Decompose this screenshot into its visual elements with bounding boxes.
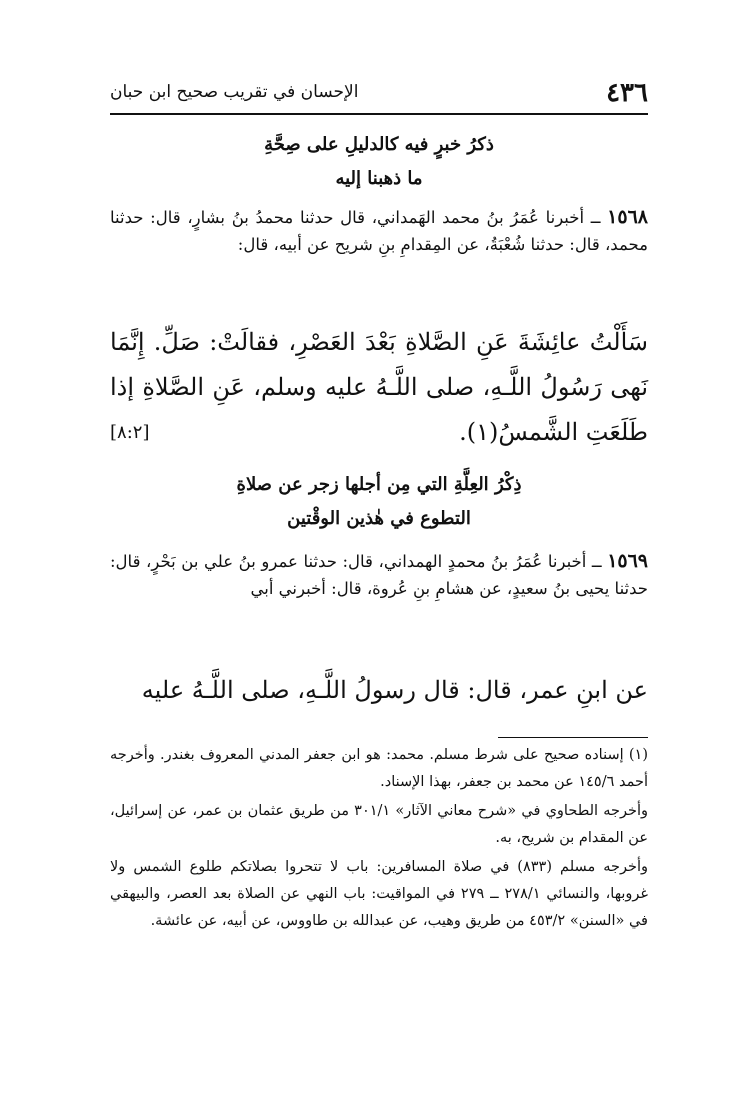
footnotes bbox=[110, 742, 648, 937]
heading-1-line-1: ذكرُ خبرٍ فيه كالدليلِ على صِحَّةِ bbox=[264, 134, 494, 155]
cross-reference-1568: [٨:٢] bbox=[110, 422, 150, 443]
running-title: الإحسان في تقريب صحيح ابن حبان bbox=[110, 82, 359, 102]
heading-1-line-2: ما ذهبنا إليه bbox=[335, 168, 423, 189]
matn-text-1569: عن ابنِ عمر، قال: قال رسولُ اللَّـهِ، صلى اللَّـهُ عليه bbox=[141, 676, 648, 704]
heading-2-line-2: التطوع في هٰذين الوقْتين bbox=[287, 508, 471, 529]
header-divider bbox=[110, 113, 648, 115]
page-number: ٤٣٦ bbox=[606, 78, 648, 108]
chapter-heading-2 bbox=[110, 468, 648, 536]
isnad-text-1569: ــ أخبرنا عُمَرُ بنُ محمدٍ الهمداني، قال: حدثنا عمرو بنُ علي بن بَحْرٍ، قال: حدثنا يحيى بنُ سعيدٍ، عن هشامِ بنِ عُروة، قال: أخبرني أبي bbox=[110, 552, 648, 598]
matn-text-1568: سَأَلْتُ عائِشَةَ عَنِ الصَّلاةِ بَعْدَ العَصْرِ، فقالَتْ: صَلِّ. إِنَّمَا نَهى رَسُولُ اللَّـهِ، صلى اللَّـهُ عليه وسلم، عَنِ الصَّلاةِ إذا طَلَعَتِ الشَّمسُ(١). bbox=[110, 328, 648, 446]
heading-2-line-1: ذِكْرُ العِلَّةِ التي مِن أجلها زجر عن صلاةِ bbox=[236, 474, 522, 495]
footnote-paragraph-3: وأخرجه مسلم (٨٣٣) في صلاة المسافرين: باب لا تتحروا بصلاتكم طلوع الشمس ولا غروبها، والنسائي ٢٧٨/١ ــ ٢٧٩ في المواقيت: باب النهي عن الصلاة بعد العصر، والبيهقي في «السنن» ٤٥٣/٢ من طريق وهيب، عن عبدالله بن طاووس، عن أبيه، عن عائشة. bbox=[110, 859, 648, 929]
footnote-divider bbox=[498, 737, 648, 738]
isnad-text-1568: ــ أخبرنا عُمَرُ بنُ محمد الهَمداني، قال حدثنا محمدُ بنُ بشارٍ، قال: حدثنا محمد، قال: حدثنا شُعْبَةُ، عن المِقدامِ بنِ شريح عن أبيه، قال: bbox=[110, 208, 648, 254]
footnote-paragraph-2: وأخرجه الطحاوي في «شرح معاني الآثار» ٣٠١/١ من طريق عثمان بن عمر، عن إسرائيل، عن المقدام بن شريح، به. bbox=[110, 803, 648, 846]
isnad-1569 bbox=[110, 548, 648, 602]
hadith-number-1568: ١٥٦٨ bbox=[607, 206, 648, 228]
footnote-paragraph-1: (١) إسناده صحيح على شرط مسلم. محمد: هو ابن جعفر المدني المعروف بغندر. وأخرجه أحمد ١٤٥/٦ عن محمد بن جعفر، بهذا الإسناد. bbox=[110, 747, 648, 790]
hadith-number-1569: ١٥٦٩ bbox=[607, 550, 649, 572]
isnad-1568 bbox=[110, 204, 648, 258]
chapter-heading-1 bbox=[110, 128, 648, 196]
matn-1569 bbox=[110, 668, 648, 713]
page-header bbox=[110, 78, 648, 108]
matn-1568 bbox=[110, 320, 648, 455]
